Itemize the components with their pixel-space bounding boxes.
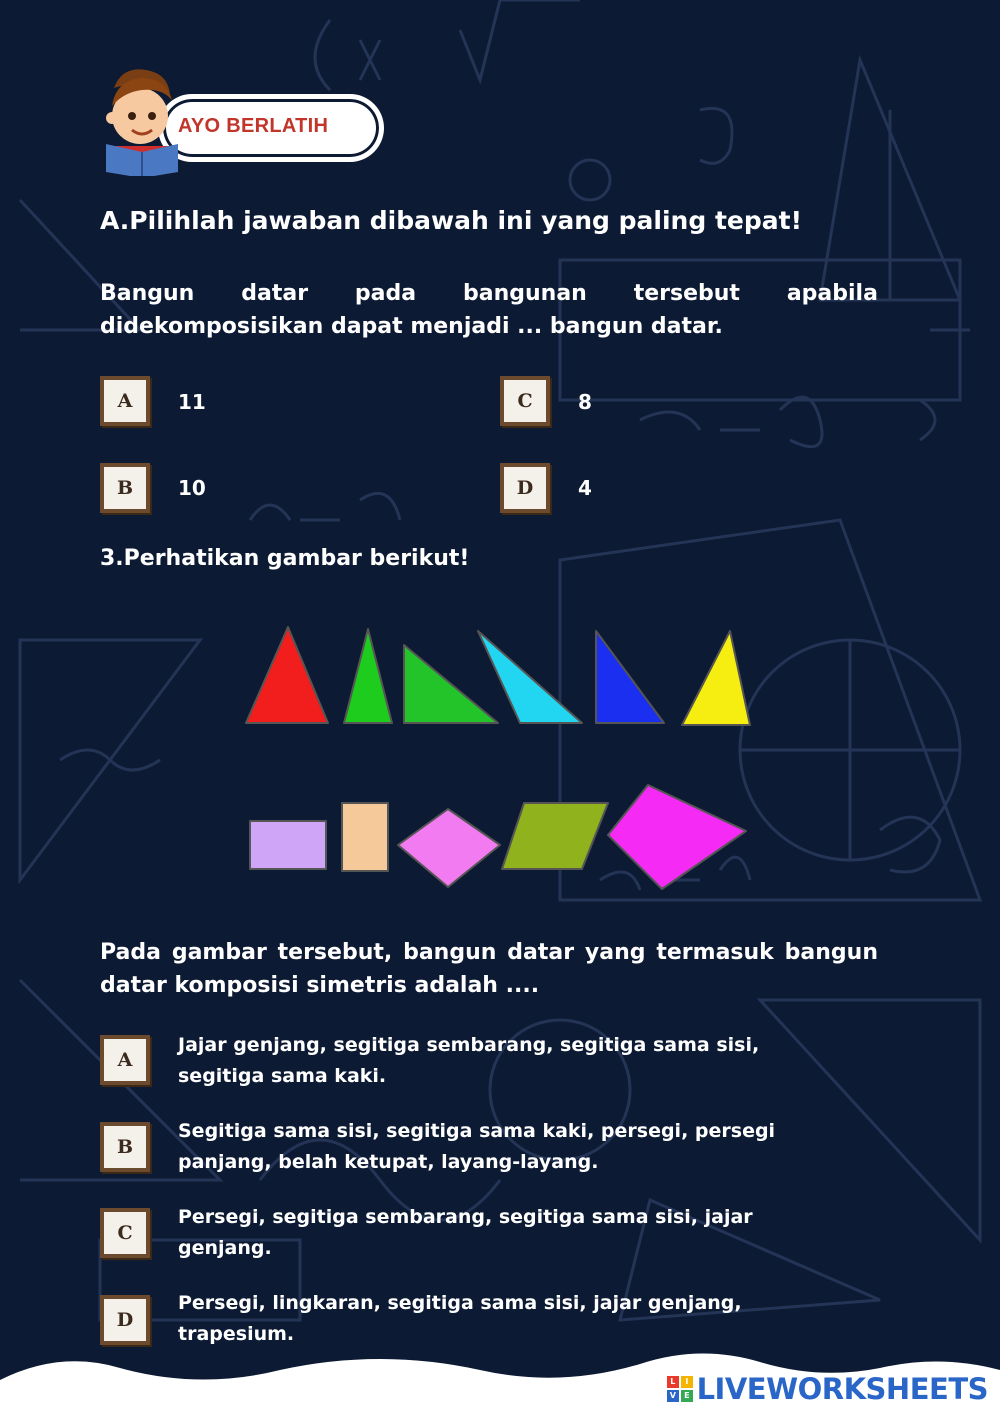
- question-3-line-2: datar komposisi simetris adalah ....: [100, 973, 540, 998]
- logo-letter: V: [667, 1390, 679, 1402]
- option-d-value: 4: [578, 476, 592, 500]
- answer-c-line-2: genjang.: [178, 1237, 272, 1259]
- q3-word: termasuk: [656, 940, 774, 965]
- q3-word: yang: [584, 940, 646, 965]
- answer-d-line-1: Persegi, lingkaran, segitiga sama sisi, jajar genjang,: [178, 1292, 742, 1314]
- question-1-line-2: didekomposisikan dapat menjadi ... bangun datar.: [100, 314, 723, 339]
- badge-label: AYO BERLATIH: [178, 115, 329, 137]
- olive-parallelogram: [502, 803, 608, 869]
- option-c-value: 8: [578, 390, 592, 414]
- red-triangle: [246, 627, 328, 723]
- answer-c-line-1: Persegi, segitiga sembarang, segitiga sama sisi, jajar: [178, 1206, 753, 1228]
- option-a-box[interactable]: A: [100, 376, 150, 426]
- q1-word: pada: [354, 281, 417, 306]
- answer-b-line-2: panjang, belah ketupat, layang-layang.: [178, 1151, 599, 1173]
- option-c-box[interactable]: C: [500, 376, 550, 426]
- q3-word: bangun: [403, 940, 497, 965]
- purple-rectangle: [250, 821, 326, 869]
- answer-b-line-1: Segitiga sama sisi, segitiga sama kaki, persegi, persegi: [178, 1120, 776, 1142]
- question-3-text: [100, 936, 878, 1002]
- blue-right-triangle: [596, 631, 664, 723]
- peach-square: [342, 803, 388, 871]
- answer-a-box[interactable]: A: [100, 1035, 150, 1085]
- question-3-heading: 3.Perhatikan gambar berikut!: [100, 546, 470, 571]
- q3-word: datar: [507, 940, 575, 965]
- cyan-right-triangle: [478, 631, 582, 723]
- q3-word: gambar: [171, 940, 267, 965]
- liveworksheets-brand[interactable]: [667, 1372, 988, 1406]
- question-1-text: [100, 277, 878, 343]
- q1-word: datar: [241, 281, 309, 306]
- ayo-berlatih-badge: [100, 66, 390, 176]
- q1-word: bangunan: [462, 281, 587, 306]
- answer-a-line-2: segitiga sama kaki.: [178, 1065, 387, 1087]
- green-right-triangle: [404, 645, 498, 723]
- logo-letter: E: [681, 1390, 693, 1402]
- shapes-illustration: [230, 615, 770, 905]
- option-b-value: 10: [178, 476, 206, 500]
- logo-letter: I: [681, 1376, 693, 1388]
- option-a-value: 11: [178, 390, 206, 414]
- q3-word: tersebut,: [277, 940, 393, 965]
- magenta-kite: [608, 785, 746, 889]
- answer-a-text: [178, 1030, 878, 1092]
- section-a-heading: A.Pilihlah jawaban dibawah ini yang paling tepat!: [100, 206, 802, 235]
- answer-b-box[interactable]: B: [100, 1122, 150, 1172]
- q3-word: Pada: [100, 940, 161, 965]
- q1-word: tersebut: [633, 281, 740, 306]
- question-1-line-1: [100, 277, 878, 310]
- answer-d-line-2: trapesium.: [178, 1323, 295, 1345]
- pink-rhombus: [398, 809, 500, 887]
- q3-word: bangun: [784, 940, 878, 965]
- yellow-triangle: [682, 631, 750, 725]
- answer-b-text: [178, 1116, 878, 1178]
- logo-letter: L: [667, 1376, 679, 1388]
- answer-c-text: [178, 1202, 878, 1264]
- green-isosceles-triangle: [344, 629, 392, 723]
- answer-a-line-1: Jajar genjang, segitiga sembarang, segitiga sama sisi,: [178, 1034, 760, 1056]
- q1-word: apabila: [786, 281, 878, 306]
- question-3-line-1: [100, 936, 878, 969]
- option-b-box[interactable]: B: [100, 463, 150, 513]
- answer-d-box[interactable]: D: [100, 1295, 150, 1345]
- brand-name: LIVEWORKSHEETS: [696, 1372, 988, 1406]
- q1-word: Bangun: [100, 281, 195, 306]
- reading-boy-icon: [100, 66, 190, 176]
- option-d-box[interactable]: D: [500, 463, 550, 513]
- liveworksheets-logo-icon: [667, 1376, 693, 1402]
- answer-c-box[interactable]: C: [100, 1208, 150, 1258]
